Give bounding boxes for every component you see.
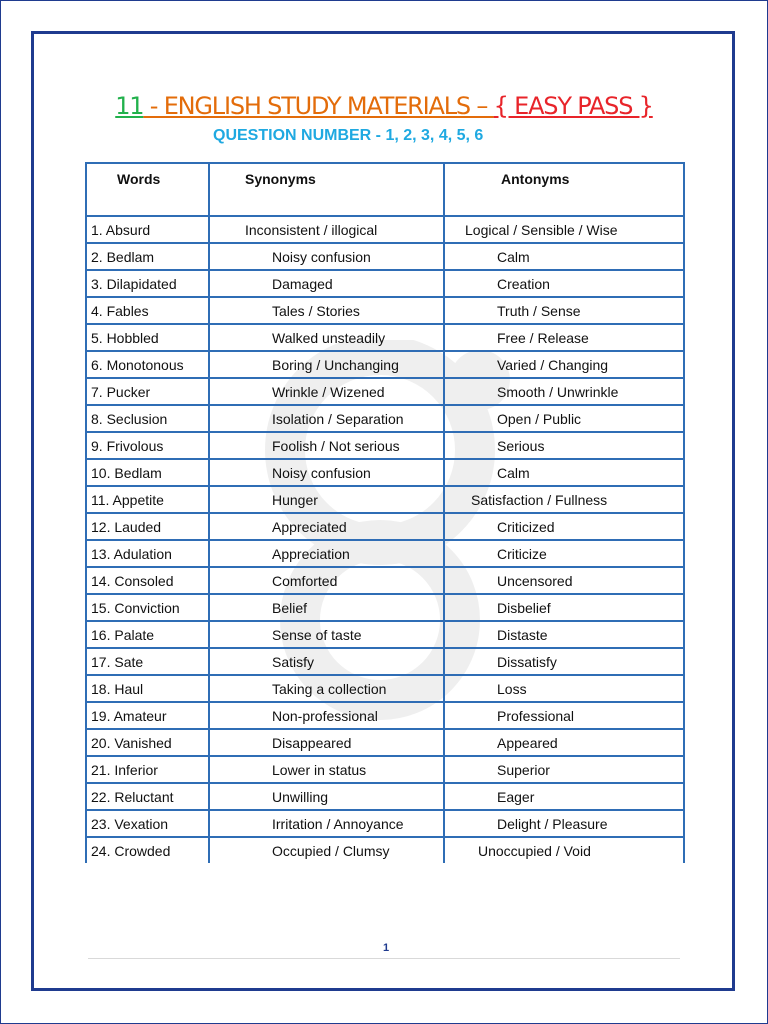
synonym-cell: Unwilling [209, 783, 444, 810]
header-words: Words [86, 163, 209, 216]
table-row [86, 540, 684, 567]
antonym-cell: Appeared [444, 729, 684, 756]
antonym-cell: Criticized [444, 513, 684, 540]
synonym-cell: Disappeared [209, 729, 444, 756]
synonym-cell: Tales / Stories [209, 297, 444, 324]
antonym-cell: Creation [444, 270, 684, 297]
word-cell: 12. Lauded [86, 513, 209, 540]
antonym-cell: Superior [444, 756, 684, 783]
table-body [86, 216, 684, 863]
word-cell: 2. Bedlam [86, 243, 209, 270]
synonym-cell: Wrinkle / Wizened [209, 378, 444, 405]
word-cell: 18. Haul [86, 675, 209, 702]
antonym-cell: Logical / Sensible / Wise [444, 216, 684, 243]
table-row [86, 486, 684, 513]
footer-divider [88, 958, 680, 959]
table-row [86, 216, 684, 243]
table-row [86, 702, 684, 729]
synonym-cell: Appreciation [209, 540, 444, 567]
synonym-cell: Occupied / Clumsy [209, 837, 444, 863]
word-cell: 22. Reluctant [86, 783, 209, 810]
table-row [86, 810, 684, 837]
word-cell: 15. Conviction [86, 594, 209, 621]
word-cell: 8. Seclusion [86, 405, 209, 432]
word-cell: 4. Fables [86, 297, 209, 324]
header-synonyms: Synonyms [209, 163, 444, 216]
word-cell: 10. Bedlam [86, 459, 209, 486]
table-row [86, 648, 684, 675]
antonym-cell: Smooth / Unwrinkle [444, 378, 684, 405]
title-number: 11 [115, 92, 144, 120]
word-cell: 5. Hobbled [86, 324, 209, 351]
synonym-cell: Sense of taste [209, 621, 444, 648]
antonym-cell: Truth / Sense [444, 297, 684, 324]
synonym-cell: Inconsistent / illogical [209, 216, 444, 243]
word-cell: 3. Dilapidated [86, 270, 209, 297]
synonym-cell: Appreciated [209, 513, 444, 540]
synonym-cell: Foolish / Not serious [209, 432, 444, 459]
table-row [86, 324, 684, 351]
table-row [86, 351, 684, 378]
question-number-subtitle: QUESTION NUMBER - 1, 2, 3, 4, 5, 6 [213, 127, 484, 144]
word-cell: 11. Appetite [86, 486, 209, 513]
synonym-cell: Irritation / Annoyance [209, 810, 444, 837]
word-cell: 14. Consoled [86, 567, 209, 594]
table-row [86, 243, 684, 270]
antonym-cell: Loss [444, 675, 684, 702]
antonym-cell: Disbelief [444, 594, 684, 621]
word-cell: 9. Frivolous [86, 432, 209, 459]
antonym-cell: Criticize [444, 540, 684, 567]
antonym-cell: Calm [444, 459, 684, 486]
antonym-cell: Calm [444, 243, 684, 270]
synonym-cell: Taking a collection [209, 675, 444, 702]
synonym-cell: Isolation / Separation [209, 405, 444, 432]
synonym-cell: Boring / Unchanging [209, 351, 444, 378]
word-cell: 23. Vexation [86, 810, 209, 837]
word-cell: 13. Adulation [86, 540, 209, 567]
antonym-cell: Satisfaction / Fullness [444, 486, 684, 513]
synonym-cell: Hunger [209, 486, 444, 513]
table-row [86, 594, 684, 621]
antonym-cell: Delight / Pleasure [444, 810, 684, 837]
synonym-cell: Non-professional [209, 702, 444, 729]
antonym-cell: Serious [444, 432, 684, 459]
word-cell: 7. Pucker [86, 378, 209, 405]
antonym-cell: Eager [444, 783, 684, 810]
table-row [86, 729, 684, 756]
word-cell: 24. Crowded [86, 837, 209, 863]
table-row [86, 837, 684, 863]
antonym-cell: Varied / Changing [444, 351, 684, 378]
antonym-cell: Dissatisfy [444, 648, 684, 675]
antonym-cell: Open / Public [444, 405, 684, 432]
word-cell: 20. Vanished [86, 729, 209, 756]
table-row [86, 513, 684, 540]
synonym-cell: Noisy confusion [209, 243, 444, 270]
page-number: 1 [382, 942, 390, 954]
word-cell: 19. Amateur [86, 702, 209, 729]
synonym-cell: Lower in status [209, 756, 444, 783]
title-easy-pass: { EASY PASS } [493, 92, 653, 120]
table-row [86, 432, 684, 459]
synonym-cell: Damaged [209, 270, 444, 297]
synonym-cell: Satisfy [209, 648, 444, 675]
table-row [86, 297, 684, 324]
word-cell: 6. Monotonous [86, 351, 209, 378]
antonym-cell: Distaste [444, 621, 684, 648]
synonym-cell: Walked unsteadily [209, 324, 444, 351]
table-row [86, 567, 684, 594]
antonym-cell: Unoccupied / Void [444, 837, 684, 863]
title-main: - ENGLISH STUDY MATERIALS – [143, 92, 494, 120]
header-antonyms: Antonyms [444, 163, 684, 216]
synonym-cell: Noisy confusion [209, 459, 444, 486]
word-cell: 21. Inferior [86, 756, 209, 783]
word-cell: 17. Sate [86, 648, 209, 675]
table-row [86, 270, 684, 297]
table-row [86, 675, 684, 702]
word-cell: 16. Palate [86, 621, 209, 648]
synonym-cell: Comforted [209, 567, 444, 594]
table-row [86, 405, 684, 432]
table-row [86, 459, 684, 486]
document-title [0, 92, 768, 120]
antonym-cell: Free / Release [444, 324, 684, 351]
word-cell: 1. Absurd [86, 216, 209, 243]
table-row [86, 756, 684, 783]
synonym-cell: Belief [209, 594, 444, 621]
table-header-row [86, 163, 684, 216]
vocabulary-table [85, 162, 685, 863]
antonym-cell: Professional [444, 702, 684, 729]
table-row [86, 783, 684, 810]
table-row [86, 621, 684, 648]
table-row [86, 378, 684, 405]
antonym-cell: Uncensored [444, 567, 684, 594]
